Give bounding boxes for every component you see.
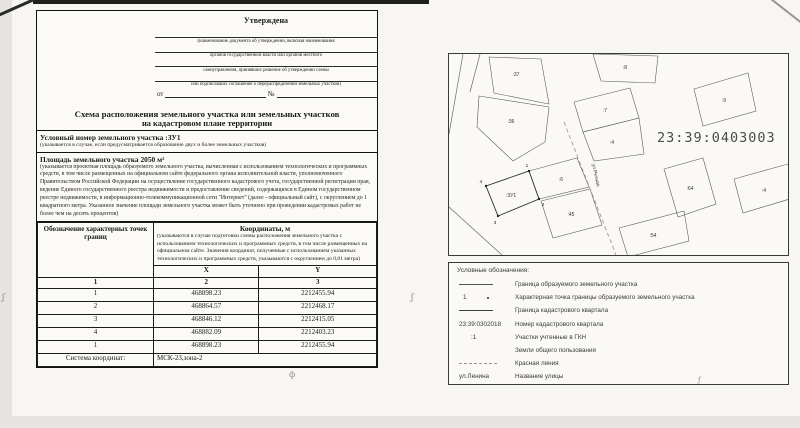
- coordinates-table: [37, 222, 377, 367]
- y-value: 2212468.17: [259, 301, 377, 314]
- conditional-number-note: (указывается в случае, если предусматривается образование двух и более земельных участков): [40, 141, 267, 148]
- conditional-number-text: Условный номер земельного участка :ЗУ1: [40, 132, 181, 142]
- pencil-mark: ʃ: [410, 292, 414, 304]
- point-dot-icon: [487, 297, 490, 300]
- legend-row: [457, 357, 784, 370]
- legend-label: Граница образуемого земельного участка: [515, 281, 638, 289]
- document-title: [37, 109, 377, 128]
- table-row: [38, 288, 377, 301]
- point-1-dot: [528, 170, 530, 172]
- gkn-parcel-sample: :1: [471, 333, 477, 341]
- pencil-mark: ƒ: [698, 376, 701, 384]
- point-number: 4: [479, 180, 483, 185]
- point-id: 2: [38, 301, 154, 314]
- parcel-label: :8: [622, 65, 628, 71]
- area-section: [37, 152, 377, 221]
- parcel-label: :4: [609, 140, 615, 146]
- street-name-sample: ул.Ленина: [459, 373, 490, 381]
- y-column-header: Y: [259, 265, 377, 277]
- legend-symbol: [457, 363, 509, 364]
- road-edge-line: [470, 54, 480, 92]
- from-label: от: [157, 90, 164, 99]
- legend: [448, 262, 789, 385]
- parcel-outlines: [477, 54, 788, 255]
- parcel-label: :6: [558, 177, 564, 183]
- new-parcel-label: :ЗУ1: [505, 193, 517, 199]
- parcel-label: :54: [649, 233, 657, 239]
- number-blank: [277, 91, 377, 98]
- numbering-cell: 1: [38, 277, 154, 288]
- x-value: 468898.23: [154, 288, 259, 301]
- point-number-sample: 1: [463, 294, 467, 302]
- numbering-row: [38, 277, 377, 288]
- cadastral-map-drawing: [449, 54, 788, 255]
- table-row: [38, 314, 377, 327]
- x-column-header: X: [154, 265, 259, 277]
- pencil-mark: ф: [289, 370, 296, 379]
- y-value: 2212455.94: [259, 340, 377, 353]
- cadastral-map: [448, 53, 789, 256]
- legend-title: Условные обозначения:: [457, 267, 530, 274]
- approval-caption: (наименование документа об утверждении, включая наименования: [197, 38, 335, 44]
- coordinates-column-header-cell: [154, 223, 377, 266]
- legend-label: Номер кадастрового квартала: [515, 320, 604, 328]
- point-id: 1: [38, 340, 154, 353]
- legend-symbol: [457, 310, 509, 311]
- x-value: 468864.57: [154, 301, 259, 314]
- table-row: [38, 340, 377, 353]
- coordinate-system-label: Система координат:: [38, 353, 154, 366]
- document-title-line2: на кадастровом плане территории: [141, 119, 273, 128]
- approval-caption: самоуправления, принявших решение об утверждении схемы: [203, 67, 329, 73]
- x-value: 468882.09: [154, 327, 259, 340]
- parcel-label: :7: [602, 108, 608, 114]
- quarter-boundary-line: [449, 207, 502, 255]
- parcel-36: [477, 96, 549, 161]
- point-number: 3: [493, 221, 497, 226]
- parcel-label: :36: [507, 119, 515, 125]
- red-line-dashed: [564, 122, 616, 255]
- date-blank: [165, 91, 265, 98]
- area-note: (указывается проектная площадь образуемого земельного участка, вычисленная с использованием технологических и программных средств, в том числе размещенных на официальном сайте федерального органа исполнительной власти, уполномоченного Правительством Российской Федерации на осуществление государственного кадастрового учета, государственной регистрации прав, ведение Единого государственного реестра недвижимости и предоставление сведений, содержащихся в Едином государственном реестре недвижимости, в информационно-телекоммуникационной сети "Интернет" (далее - официальный сайт), с округлением до 1 квадратного метра. Указанное значение площади земельного участка может быть уточнено при проведении кадастровых работ не более чем на десять процентов): [40, 163, 371, 218]
- legend-symbol: [457, 284, 509, 285]
- street-name-label: ул.Речная: [590, 163, 601, 188]
- coordinates-section: [37, 221, 377, 367]
- legend-row: [457, 278, 784, 291]
- characteristic-point-symbol: [459, 294, 493, 301]
- parcel-37: [489, 57, 549, 104]
- approval-blank-line: [155, 61, 377, 67]
- legend-row: [457, 331, 784, 344]
- point-number: 2: [541, 203, 545, 208]
- point-number: 1: [525, 164, 529, 169]
- road-edge-line: [449, 54, 463, 134]
- cadastral-quarter-number: 23:39:0403003: [657, 130, 776, 146]
- parcel-label: :4: [761, 188, 767, 194]
- y-value: 2212455.94: [259, 288, 377, 301]
- points-column-header: Обозначение характерных точек границ: [38, 223, 154, 278]
- approval-blank-line: [155, 76, 377, 82]
- scheme-form-page: [36, 10, 378, 368]
- document-title-line1: Схема расположения земельного участка или земельных участков: [74, 109, 340, 119]
- parcel-label: :9: [721, 98, 727, 104]
- legend-label: Характерная точка границы образуемого земельного участка: [515, 294, 695, 302]
- coordinate-system-row: [38, 353, 377, 366]
- approval-section: [37, 11, 377, 130]
- scan-edge-strip: [33, 0, 429, 4]
- legend-label: Участки учтенные в ГКН: [515, 333, 587, 341]
- x-value: 468898.23: [154, 340, 259, 353]
- legend-label: Земли общего пользования: [515, 347, 596, 355]
- coordinates-header: Координаты, м: [239, 224, 291, 233]
- legend-row: [457, 370, 784, 383]
- parcel-label: :37: [512, 72, 520, 78]
- approved-heading: Утверждена: [243, 16, 289, 25]
- coordinates-note: (указываются в случае подготовки схемы расположения земельного участка с использованием технологических и программных средств, в том числе размещенных на официальном сайте. Значения координат, полученные с использованием указанных технологических и программных средств, указываются с округлением до 0,01 метра): [157, 233, 368, 263]
- pencil-mark: ʃ: [1, 292, 6, 304]
- table-row: [38, 301, 377, 314]
- legend-label: Название улицы: [515, 373, 564, 381]
- approval-block: [155, 16, 377, 98]
- red-line-symbol: [459, 363, 497, 364]
- boundary-line-symbol: [459, 284, 493, 285]
- number-label: №: [267, 90, 275, 99]
- numbering-cell: 3: [259, 277, 377, 288]
- point-3-dot: [497, 215, 499, 217]
- numbering-cell: 2: [154, 277, 259, 288]
- parcel-label: :45: [567, 212, 575, 218]
- area-text: Площадь земельного участка 2050 м²: [40, 154, 165, 164]
- point-id: 3: [38, 314, 154, 327]
- point-2-dot: [538, 198, 540, 200]
- point-4-dot: [485, 185, 487, 187]
- quarter-boundary-line-symbol: [459, 310, 493, 311]
- legend-row: [457, 291, 784, 304]
- approval-caption: или подписавших соглашение о перераспределении земельных участков): [191, 82, 341, 88]
- approval-caption: органов государственной власти или органов местного: [209, 53, 323, 59]
- legend-row: [457, 318, 784, 331]
- legend-row: [457, 304, 784, 317]
- parcel-label: :64: [686, 186, 694, 192]
- legend-label: Красная линия: [515, 360, 559, 368]
- approval-blank-line: [155, 32, 377, 38]
- y-value: 2212403.23: [259, 327, 377, 340]
- quarter-number-sample: 23:39:0302018: [459, 320, 502, 328]
- conditional-number-section: [37, 130, 377, 152]
- coordinate-system-value: МСК-23,зона-2: [154, 353, 377, 366]
- approval-blank-line: [155, 47, 377, 53]
- y-value: 2212415.05: [259, 314, 377, 327]
- legend-symbol: [457, 294, 509, 301]
- x-value: 468846.12: [154, 314, 259, 327]
- legend-row: [457, 344, 784, 357]
- point-id: 1: [38, 288, 154, 301]
- table-row: [38, 327, 377, 340]
- point-id: 4: [38, 327, 154, 340]
- legend-label: Граница кадастрового квартала: [515, 307, 609, 315]
- date-number-row: [155, 90, 377, 98]
